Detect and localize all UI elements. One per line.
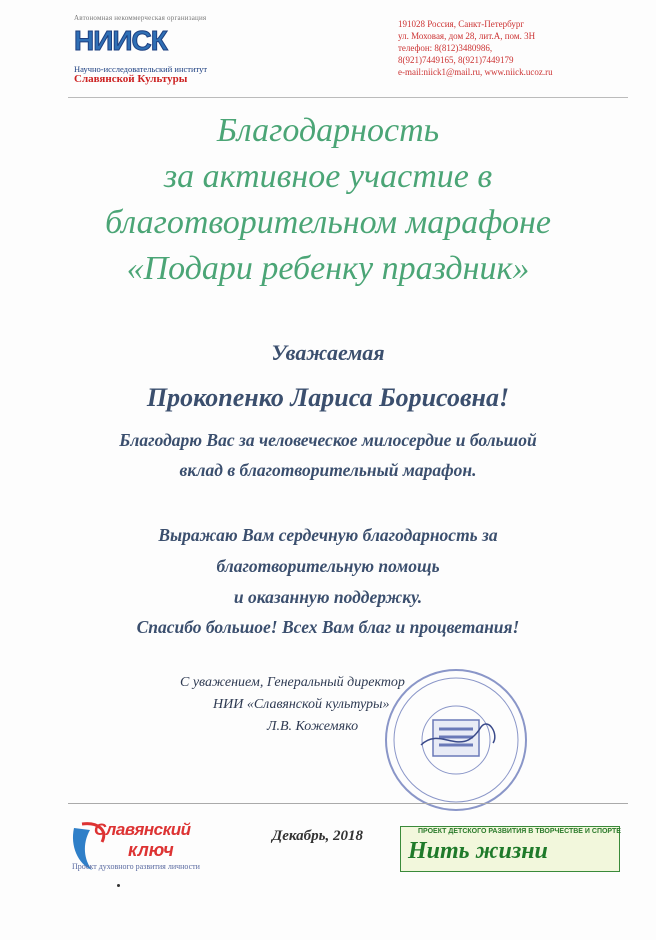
recipient-name: Прокопенко Лариса Борисовна!: [146, 383, 510, 412]
left-logo-word-1: Славянский: [94, 820, 191, 839]
title-line-1: Благодарность: [216, 112, 440, 149]
title-line-2: за активное участие в: [163, 158, 493, 195]
paragraph-1-line-2: вклад в благотворительный марафон.: [179, 460, 477, 480]
document-date: Декабрь, 2018: [272, 828, 363, 844]
ink-dot: [117, 884, 120, 887]
contact-block: [398, 18, 553, 78]
left-logo-word-2: ключ: [128, 840, 174, 860]
signature-line-2: НИИ «Славянской культуры»: [213, 697, 390, 712]
paragraph-2-line-4: Спасибо большое! Всех Вам благ и процветания!: [136, 617, 520, 637]
paragraph-2-line-3: и оказанную поддержку.: [233, 587, 423, 607]
header-divider: [68, 97, 628, 98]
footer-divider: [68, 803, 628, 804]
contact-phones-mobile: 8(921)7449165, 8(921)7449179: [398, 55, 514, 65]
left-logo-subtitle: Проект духовного развития личности: [72, 862, 200, 871]
contact-address: 191028 Россия, Санкт-Петербург: [398, 19, 525, 29]
org-type-text: Автономная некоммерческая организация: [74, 14, 207, 22]
institute-logo: НИИСК: [74, 25, 167, 56]
title-line-3: благотворительном марафоне: [105, 204, 551, 241]
contact-phone: телефон: 8(812)3480986,: [398, 43, 493, 53]
signature-line-1: С уважением, Генеральный директор: [180, 675, 405, 690]
institute-name: Славянской Культуры: [74, 73, 188, 85]
paragraph-1-line-1: Благодарю Вас за человеческое милосердие и большой: [119, 430, 537, 450]
right-logo-caption: ПРОЕКТ ДЕТСКОГО РАЗВИТИЯ В ТВОРЧЕСТВЕ И СПОРТЕ: [418, 828, 621, 835]
paragraph-2-line-1: Выражаю Вам сердечную благодарность за: [158, 525, 498, 545]
institute-line: Научно-исследовательский институт: [74, 64, 208, 74]
paragraph-2-line-2: благотворительную помощь: [216, 556, 440, 576]
title-line-4: «Подари ребенку праздник»: [126, 250, 530, 287]
contact-email-web: e-mail:niick1@mail.ru, www.niick.ucoz.ru: [398, 67, 553, 77]
right-logo-title: Нить жизни: [408, 838, 548, 864]
greeting: Уважаемая: [271, 340, 385, 365]
contact-street: ул. Моховая, дом 28, лит.А, пом. 3Н: [398, 31, 536, 41]
signatory-name: Л.В. Кожемяко: [267, 719, 359, 734]
